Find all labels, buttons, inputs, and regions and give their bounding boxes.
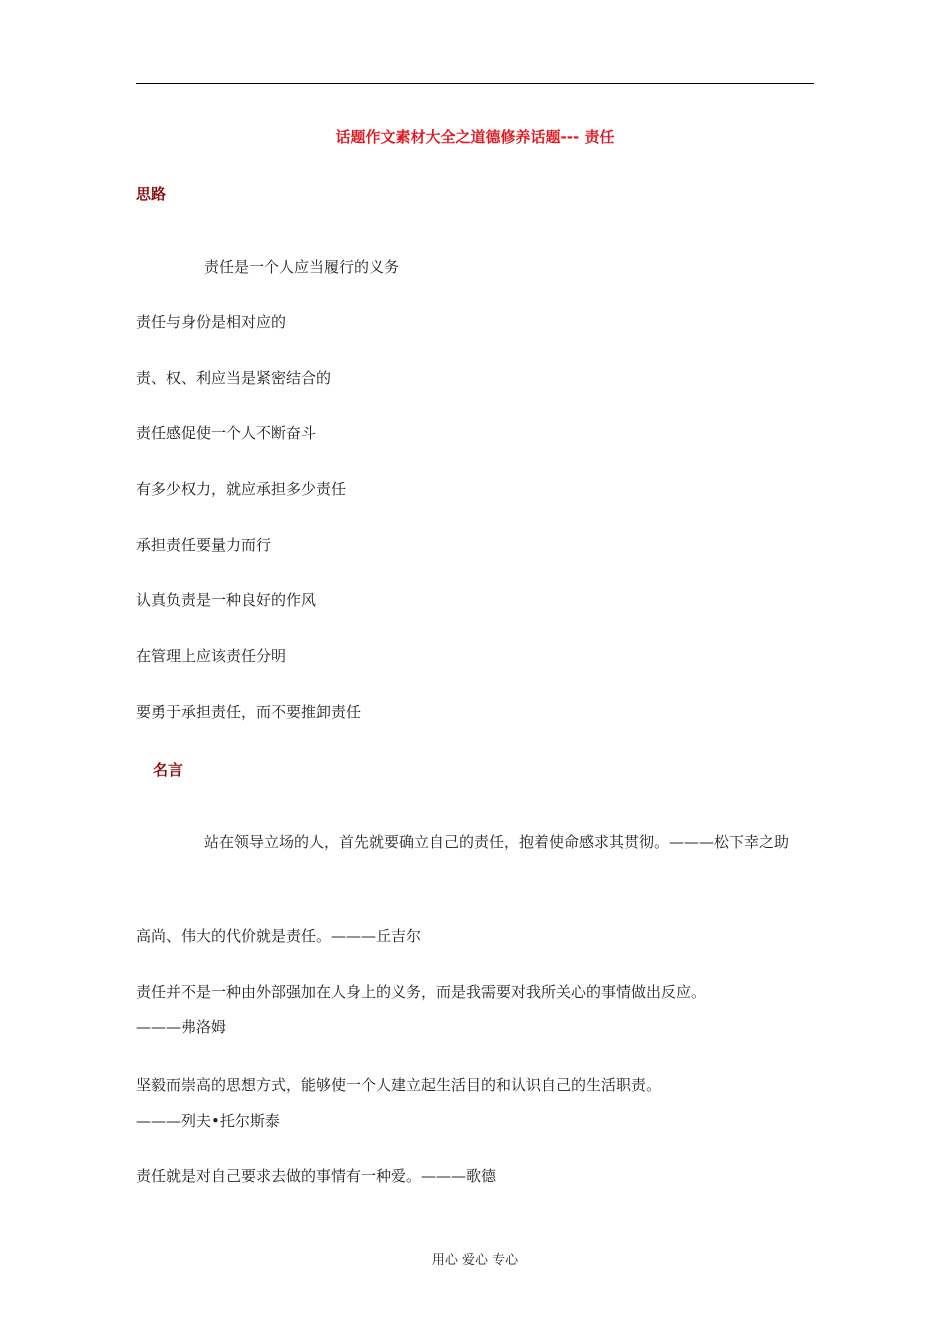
thought-line-6: 承担责任要量力而行	[136, 536, 272, 554]
thought-line-1: 责任是一个人应当履行的义务	[204, 258, 400, 276]
quote-4: 坚毅而崇高的思想方式，能够使一个人建立起生活目的和认识自己的生活职责。	[136, 1076, 662, 1094]
thought-line-3: 责、权、利应当是紧密结合的	[136, 369, 332, 387]
quote-2: 高尚、伟大的代价就是责任。———丘吉尔	[136, 927, 422, 945]
quote-3-attribution: ———弗洛姆	[136, 1018, 227, 1036]
header-rule	[136, 83, 814, 84]
thought-line-8: 在管理上应该责任分明	[136, 647, 287, 665]
section-heading-quotes: 名言	[153, 761, 184, 779]
page-footer: 用心 爱心 专心	[431, 1253, 519, 1268]
thought-line-9: 要勇于承担责任，而不要推卸责任	[136, 703, 362, 721]
thought-line-7: 认真负责是一种良好的作风	[136, 591, 317, 609]
section-heading-thoughts: 思路	[136, 185, 167, 203]
quote-4-attribution: ———列夫•托尔斯泰	[136, 1112, 280, 1130]
thought-line-5: 有多少权力，就应承担多少责任	[136, 480, 347, 498]
document-title: 话题作文素材大全之道德修养话题--- 责任	[335, 128, 615, 146]
thought-line-4: 责任感促使一个人不断奋斗	[136, 424, 317, 442]
quote-5: 责任就是对自己要求去做的事情有一种爱。———歌德	[136, 1167, 497, 1185]
thought-line-2: 责任与身份是相对应的	[136, 313, 287, 331]
quote-1: 站在领导立场的人，首先就要确立自己的责任，抱着使命感求其贯彻。———松下幸之助	[204, 833, 790, 851]
quote-3: 责任并不是一种由外部强加在人身上的义务，而是我需要对我所关心的事情做出反应。	[136, 983, 707, 1001]
